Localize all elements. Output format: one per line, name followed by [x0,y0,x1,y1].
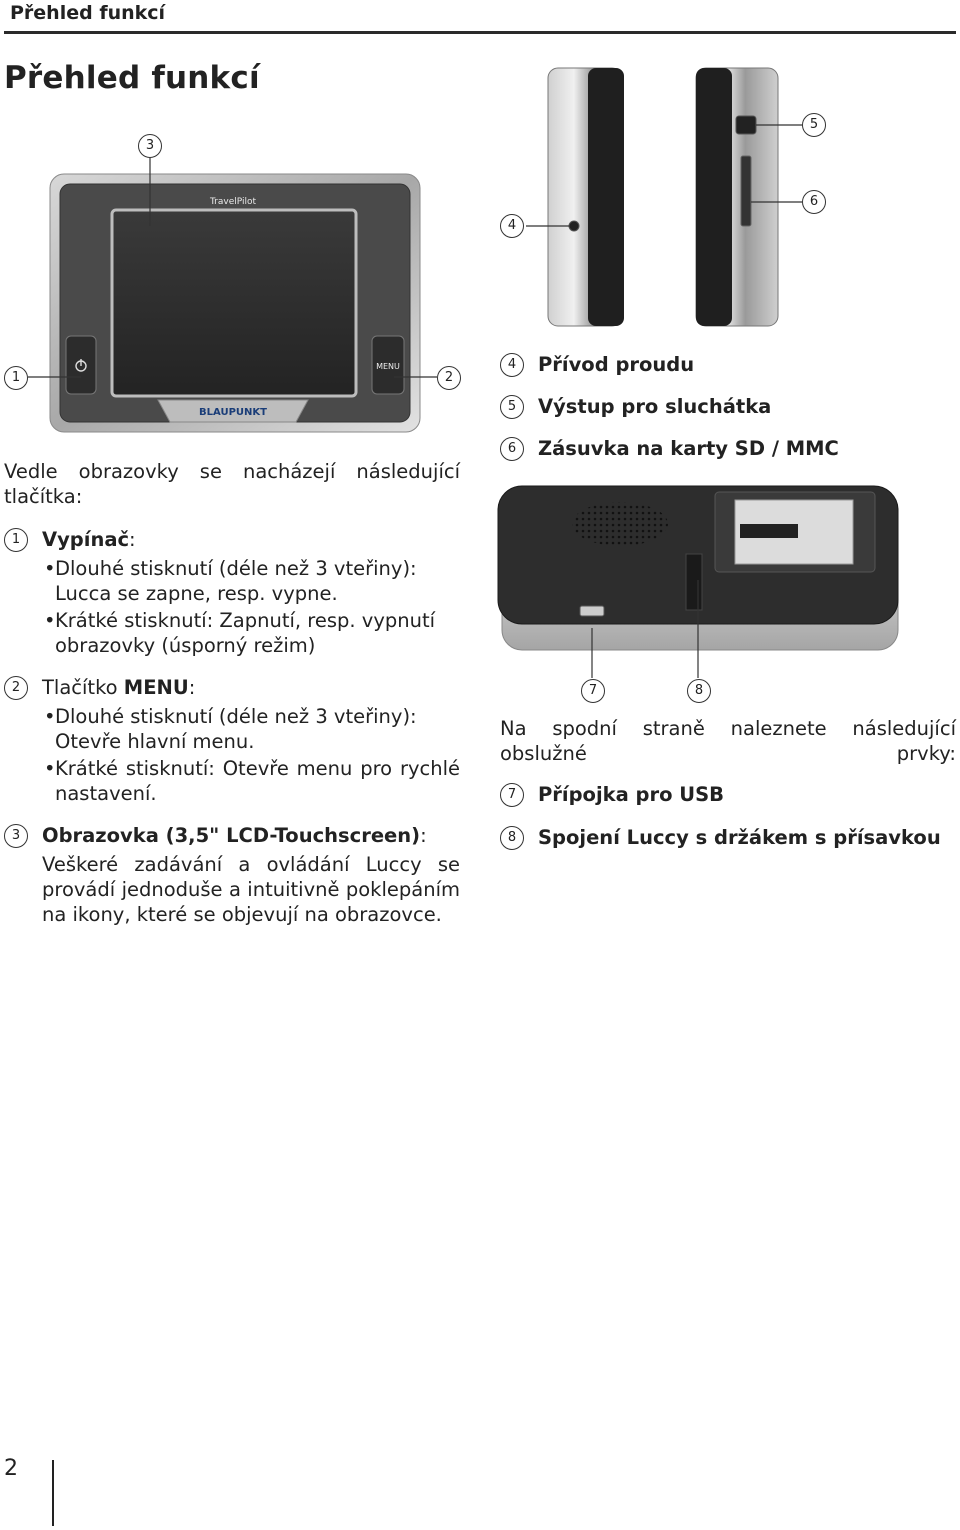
callout-1: 1 [4,366,28,390]
list-4-number: 4 [500,353,524,377]
item-2-bullet-2-text: Krátké stisknutí: Otevře menu pro rychlé nastavení. [55,757,460,805]
header-rule [4,31,956,34]
device-front-figure [0,130,470,440]
item-2-number: 2 [4,676,28,700]
left-intro: Vedle obrazovky se nacházejí následující tlačítka: [4,460,460,508]
power-jack-graphic [569,221,579,231]
page-number: 2 [4,1456,18,1481]
list-5-label: Výstup pro sluchátka [538,395,772,418]
item-1-colon: : [129,528,136,551]
item-2-bullet-1: • Dlouhé stisknutí (déle než 3 vteřiny): Otevře hlavní menu. [44,704,460,754]
item-3-title: Obrazovka (3,5" LCD-Touchscreen) [42,824,421,847]
list-6-label: Zásuvka na karty SD / MMC [538,437,839,460]
right-intro: Na spodní straně naleznete následující obslužné prvky: [500,717,956,765]
list-7-number: 7 [500,783,524,807]
menu-button-text: MENU [376,362,400,371]
sd-slot-graphic [741,156,751,226]
device-sides-figure [490,60,830,335]
list-4-label: Přívod proudu [538,353,695,376]
item-2-bullet-2: • Krátké stisknutí: Otevře menu pro rychlé nastavení. [44,757,460,805]
callout-4: 4 [500,214,524,238]
item-1-bullet-1: • Dlouhé stisknutí (déle než 3 vteřiny): Lucca se zapne, resp. vypne. [44,556,460,606]
list-5-number: 5 [500,395,524,419]
device-underside-figure [490,480,910,680]
item-1-bullet-1-text: Dlouhé stisknutí (déle než 3 vteřiny): Lucca se zapne, resp. vypne. [55,557,417,605]
callout-5: 5 [802,113,826,137]
item-3-body: Veškeré zadávání a ovládání Luccy se provádí jednoduše a intuitivně poklepáním na ikony, které se objevují na obrazovce. [42,853,460,926]
brand-blaupunkt: BLAUPUNKT [199,407,267,418]
list-8-label: Spojení Luccy s držákem s přísavkou [538,826,941,849]
item-2-prefix: Tlačítko [42,676,124,699]
item-3-number: 3 [4,824,28,848]
item-3-heading [42,823,427,848]
mount-slot [686,554,702,610]
list-8-number: 8 [500,826,524,850]
item-2-heading [42,675,195,700]
callout-8: 8 [687,679,711,703]
brand-travelpilot: TravelPilot [209,197,257,207]
item-3-colon: : [420,824,427,847]
speaker-grille [572,502,668,546]
item-1-bullet-2-text: Krátké stisknutí: Zapnutí, resp. vypnutí obrazovky (úsporný režim) [55,609,436,657]
item-2-bullet-1-text: Dlouhé stisknutí (déle než 3 vteřiny): Otevře hlavní menu. [55,705,417,753]
usb-port-graphic [580,606,604,616]
running-header: Přehled funkcí [10,2,166,24]
list-7-label: Přípojka pro USB [538,783,725,806]
device-screen [112,210,356,396]
callout-3: 3 [138,134,162,158]
list-6-number: 6 [500,437,524,461]
page-title: Přehled funkcí [4,60,260,96]
callout-2: 2 [437,366,461,390]
item-1-heading [42,527,136,552]
callout-6: 6 [802,190,826,214]
item-2-title: MENU [123,676,189,699]
item-1-bullet-2: • Krátké stisknutí: Zapnutí, resp. vypnutí obrazovky (úsporný režim) [44,608,460,658]
item-1-title: Vypínač [42,528,130,551]
item-2-colon: : [188,676,196,699]
headphone-jack-graphic [736,116,756,134]
item-1-number: 1 [4,528,28,552]
callout-7: 7 [581,679,605,703]
page-number-rule [52,1460,54,1526]
